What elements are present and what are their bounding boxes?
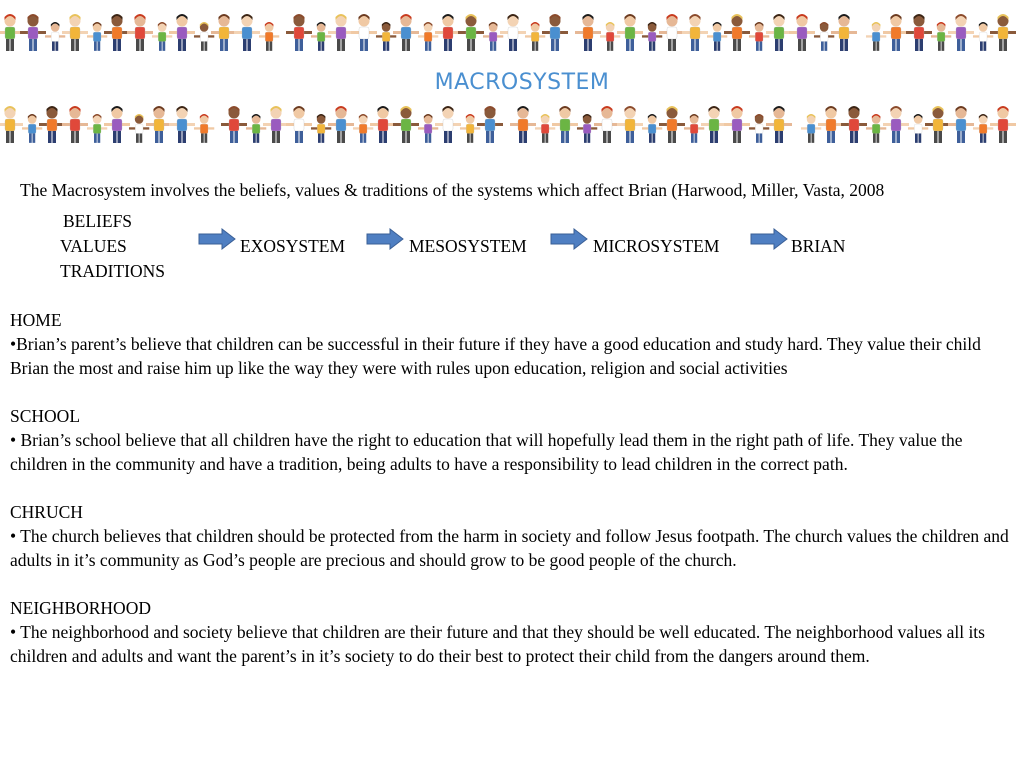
child-figure: [194, 114, 214, 143]
child-figure: [328, 14, 354, 51]
child-figure: [435, 14, 461, 51]
child-figure: [883, 14, 909, 51]
children-border-bottom: [0, 106, 1024, 146]
section-home: [10, 308, 1014, 380]
child-figure: [948, 14, 974, 51]
child-figure: [801, 114, 821, 143]
child-figure: [642, 22, 662, 51]
child-figure: [525, 22, 545, 51]
child-figure: [701, 106, 727, 143]
child-figure: [789, 14, 815, 51]
influence-flow-diagram: [0, 208, 1024, 288]
child-figure: [659, 106, 685, 143]
section-heading: NEIGHBORHOOD: [10, 598, 151, 618]
child-figure: [87, 22, 107, 51]
child-figure: [211, 14, 237, 51]
child-figure: [552, 106, 578, 143]
child-figure: [286, 14, 312, 51]
child-figure: [376, 22, 396, 51]
intro-text: The Macrosystem involves the beliefs, values & traditions of the systems which affect Brian (Harwood, Miller, Vasta, 2008: [20, 180, 885, 200]
section-text: •Brian’s parent’s believe that children can be successful in their future if they have a good education and study hard. They value their child Brian the most and raise him up like the way they were with rules upon education, religion and social activities: [10, 334, 981, 378]
child-figure: [575, 14, 601, 51]
child-figure: [351, 14, 377, 51]
child-figure: [814, 22, 834, 51]
child-figure: [831, 14, 857, 51]
child-figure: [460, 114, 480, 143]
child-figure: [311, 22, 331, 51]
child-figure: [990, 14, 1016, 51]
child-figure: [510, 106, 536, 143]
flow-step-exosystem: EXOSYSTEM: [240, 236, 346, 256]
child-figure: [883, 106, 909, 143]
child-figure: [766, 14, 792, 51]
section-church: [10, 500, 1014, 572]
child-figure: [818, 106, 844, 143]
child-figure: [127, 14, 153, 51]
right-arrow-icon: [750, 228, 788, 250]
child-figure: [418, 114, 438, 143]
child-figure: [104, 106, 130, 143]
child-figure: [45, 22, 65, 51]
child-figure: [477, 106, 503, 143]
right-arrow-icon: [366, 228, 404, 250]
flow-step-brian: BRIAN: [791, 236, 846, 256]
page-title: MACROSYSTEM: [434, 70, 610, 95]
child-figure: [234, 14, 260, 51]
child-figure: [221, 106, 247, 143]
child-figure: [169, 14, 195, 51]
child-figure: [129, 114, 149, 143]
section-heading: SCHOOL: [10, 406, 81, 426]
child-figure: [22, 114, 42, 143]
section-heading: CHRUCH: [10, 502, 83, 522]
child-figure: [766, 106, 792, 143]
child-figure: [724, 14, 750, 51]
section-school: [10, 404, 1014, 476]
flow-source-traditions: TRADITIONS: [60, 261, 165, 281]
section-text: • The neighborhood and society believe that children are their future and that they should be well educated. The neighborhood values all its children and adults and want the parent’s in it’s society to do their best to protect their child from the dangers around them.: [10, 622, 985, 666]
child-figure: [724, 106, 750, 143]
child-figure: [707, 22, 727, 51]
child-figure: [659, 14, 685, 51]
flow-source-beliefs: BELIEFS: [63, 211, 133, 231]
child-figure: [62, 106, 88, 143]
child-figure: [169, 106, 195, 143]
child-figure: [20, 14, 46, 51]
children-holding-hands-icon: [0, 14, 1024, 54]
child-figure: [906, 14, 932, 51]
child-figure: [535, 114, 555, 143]
section-heading: HOME: [10, 310, 62, 330]
child-figure: [542, 14, 568, 51]
flow-source-values: VALUES: [60, 236, 127, 256]
child-figure: [194, 22, 214, 51]
child-figure: [104, 14, 130, 51]
child-figure: [39, 106, 65, 143]
child-figure: [931, 22, 951, 51]
child-figure: [600, 22, 620, 51]
child-figure: [948, 106, 974, 143]
child-figure: [259, 22, 279, 51]
child-figure: [311, 114, 331, 143]
child-figure: [0, 106, 23, 143]
children-holding-hands-icon: [0, 106, 1024, 146]
section-text: • Brian’s school believe that all children have the right to education that will hopefully lead them in the right path of life. They value the children in the community and have a tradition, being adults to have a responsibility to lead children in the correct path.: [10, 430, 963, 474]
child-figure: [749, 114, 769, 143]
child-figure: [990, 106, 1016, 143]
child-figure: [370, 106, 396, 143]
child-figure: [682, 14, 708, 51]
child-figure: [866, 114, 886, 143]
child-figure: [594, 106, 620, 143]
child-figure: [483, 22, 503, 51]
child-figure: [146, 106, 172, 143]
children-border-top: [0, 14, 1024, 54]
child-figure: [617, 14, 643, 51]
child-figure: [87, 114, 107, 143]
flow-step-microsystem: MICROSYSTEM: [593, 236, 720, 256]
child-figure: [908, 114, 928, 143]
child-figure: [617, 106, 643, 143]
child-figure: [393, 106, 419, 143]
child-figure: [0, 14, 23, 51]
child-figure: [328, 106, 354, 143]
child-figure: [973, 22, 993, 51]
child-figure: [684, 114, 704, 143]
right-arrow-icon: [198, 228, 236, 250]
child-figure: [418, 22, 438, 51]
child-figure: [393, 14, 419, 51]
flow-step-mesosystem: MESOSYSTEM: [409, 236, 527, 256]
child-figure: [841, 106, 867, 143]
child-figure: [246, 114, 266, 143]
child-figure: [435, 106, 461, 143]
right-arrow-icon: [550, 228, 588, 250]
child-figure: [925, 106, 951, 143]
child-figure: [749, 22, 769, 51]
content-sections: [10, 308, 1014, 692]
child-figure: [973, 114, 993, 143]
child-figure: [263, 106, 289, 143]
child-figure: [286, 106, 312, 143]
child-figure: [500, 14, 526, 51]
child-figure: [642, 114, 662, 143]
child-figure: [62, 14, 88, 51]
section-neighborhood: [10, 596, 1014, 668]
child-figure: [353, 114, 373, 143]
child-figure: [458, 14, 484, 51]
child-figure: [152, 22, 172, 51]
section-text: • The church believes that children should be protected from the harm in society and follow Jesus footpath. The church values the children and adults in it’s community as God’s people are precious and should grow to be good people of the church.: [10, 526, 1009, 570]
child-figure: [866, 22, 886, 51]
child-figure: [577, 114, 597, 143]
